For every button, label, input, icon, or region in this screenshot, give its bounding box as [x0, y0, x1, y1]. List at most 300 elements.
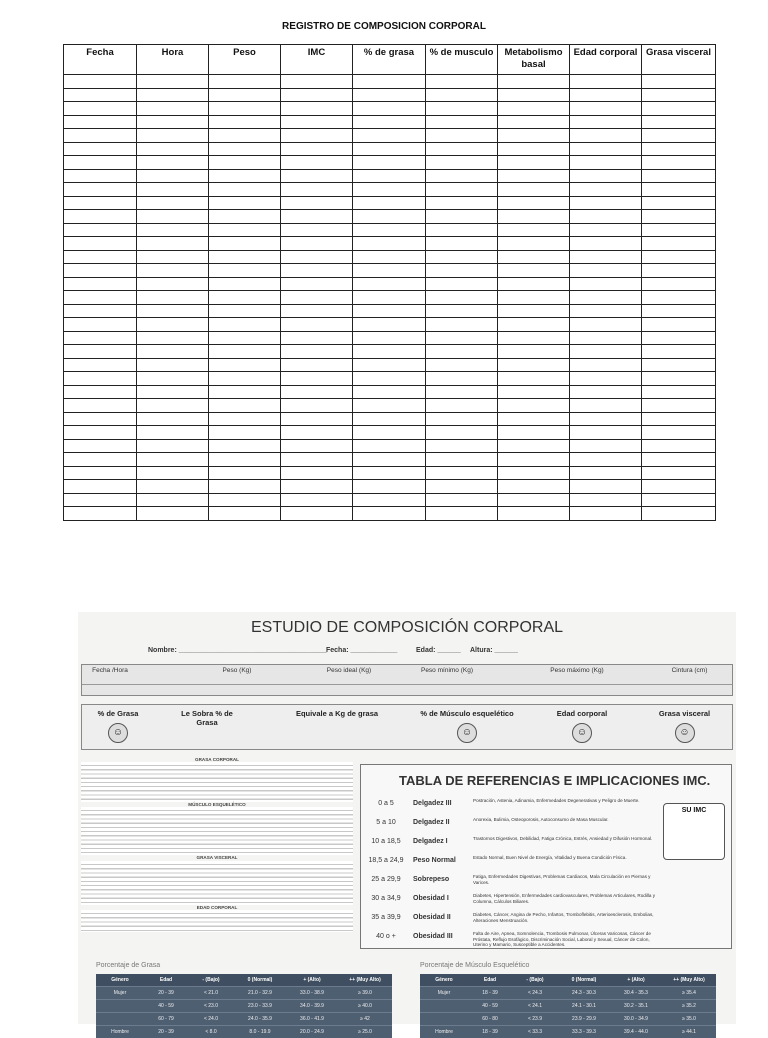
log-cell[interactable] — [570, 291, 642, 305]
log-cell[interactable] — [64, 480, 137, 494]
log-cell[interactable] — [498, 453, 570, 467]
log-cell[interactable] — [642, 439, 716, 453]
log-cell[interactable] — [64, 102, 137, 116]
log-cell[interactable] — [570, 196, 642, 210]
log-cell[interactable] — [353, 196, 426, 210]
log-cell[interactable] — [570, 210, 642, 224]
log-cell[interactable] — [353, 210, 426, 224]
log-cell[interactable] — [281, 426, 353, 440]
log-cell[interactable] — [498, 129, 570, 143]
log-cell[interactable] — [209, 331, 281, 345]
log-cell[interactable] — [64, 385, 137, 399]
log-cell[interactable] — [137, 88, 209, 102]
log-cell[interactable] — [137, 453, 209, 467]
log-cell[interactable] — [570, 75, 642, 89]
log-cell[interactable] — [498, 318, 570, 332]
log-cell[interactable] — [570, 318, 642, 332]
log-cell[interactable] — [498, 466, 570, 480]
log-cell[interactable] — [498, 142, 570, 156]
log-cell[interactable] — [64, 453, 137, 467]
log-cell[interactable] — [137, 142, 209, 156]
log-cell[interactable] — [642, 331, 716, 345]
log-cell[interactable] — [209, 426, 281, 440]
log-cell[interactable] — [281, 507, 353, 521]
log-cell[interactable] — [353, 264, 426, 278]
log-cell[interactable] — [209, 75, 281, 89]
log-cell[interactable] — [353, 507, 426, 521]
log-cell[interactable] — [353, 129, 426, 143]
log-cell[interactable] — [498, 291, 570, 305]
log-cell[interactable] — [209, 453, 281, 467]
log-cell[interactable] — [353, 493, 426, 507]
log-cell[interactable] — [426, 102, 498, 116]
log-cell[interactable] — [426, 480, 498, 494]
log-cell[interactable] — [281, 115, 353, 129]
log-cell[interactable] — [498, 358, 570, 372]
log-cell[interactable] — [498, 88, 570, 102]
log-cell[interactable] — [570, 277, 642, 291]
log-cell[interactable] — [570, 304, 642, 318]
log-cell[interactable] — [498, 237, 570, 251]
log-cell[interactable] — [281, 385, 353, 399]
log-cell[interactable] — [642, 466, 716, 480]
log-cell[interactable] — [209, 183, 281, 197]
log-cell[interactable] — [353, 412, 426, 426]
log-cell[interactable] — [137, 250, 209, 264]
log-cell[interactable] — [570, 169, 642, 183]
log-cell[interactable] — [642, 223, 716, 237]
log-cell[interactable] — [426, 318, 498, 332]
log-cell[interactable] — [570, 331, 642, 345]
log-cell[interactable] — [137, 223, 209, 237]
log-cell[interactable] — [642, 399, 716, 413]
log-cell[interactable] — [426, 129, 498, 143]
log-cell[interactable] — [64, 345, 137, 359]
log-cell[interactable] — [281, 345, 353, 359]
log-cell[interactable] — [353, 439, 426, 453]
log-cell[interactable] — [137, 318, 209, 332]
log-cell[interactable] — [64, 439, 137, 453]
log-cell[interactable] — [64, 399, 137, 413]
log-cell[interactable] — [281, 196, 353, 210]
log-cell[interactable] — [209, 399, 281, 413]
log-cell[interactable] — [353, 237, 426, 251]
log-cell[interactable] — [426, 264, 498, 278]
log-cell[interactable] — [281, 277, 353, 291]
log-cell[interactable] — [426, 169, 498, 183]
log-cell[interactable] — [353, 372, 426, 386]
log-cell[interactable] — [426, 399, 498, 413]
log-cell[interactable] — [426, 412, 498, 426]
log-cell[interactable] — [498, 183, 570, 197]
log-cell[interactable] — [498, 480, 570, 494]
log-cell[interactable] — [64, 277, 137, 291]
log-cell[interactable] — [570, 142, 642, 156]
log-cell[interactable] — [353, 223, 426, 237]
log-cell[interactable] — [209, 169, 281, 183]
log-cell[interactable] — [64, 331, 137, 345]
log-cell[interactable] — [353, 291, 426, 305]
log-cell[interactable] — [137, 183, 209, 197]
log-cell[interactable] — [64, 183, 137, 197]
log-cell[interactable] — [137, 372, 209, 386]
log-cell[interactable] — [281, 183, 353, 197]
log-cell[interactable] — [498, 385, 570, 399]
log-cell[interactable] — [209, 196, 281, 210]
log-cell[interactable] — [426, 358, 498, 372]
log-cell[interactable] — [137, 304, 209, 318]
log-cell[interactable] — [498, 75, 570, 89]
log-cell[interactable] — [498, 277, 570, 291]
log-cell[interactable] — [570, 264, 642, 278]
log-cell[interactable] — [281, 142, 353, 156]
log-cell[interactable] — [498, 102, 570, 116]
log-cell[interactable] — [64, 142, 137, 156]
log-cell[interactable] — [64, 291, 137, 305]
log-cell[interactable] — [353, 75, 426, 89]
log-cell[interactable] — [570, 223, 642, 237]
log-cell[interactable] — [426, 372, 498, 386]
log-cell[interactable] — [570, 439, 642, 453]
log-cell[interactable] — [209, 264, 281, 278]
log-cell[interactable] — [353, 426, 426, 440]
log-cell[interactable] — [426, 223, 498, 237]
log-cell[interactable] — [209, 304, 281, 318]
log-cell[interactable] — [281, 331, 353, 345]
log-cell[interactable] — [64, 237, 137, 251]
log-cell[interactable] — [498, 372, 570, 386]
log-cell[interactable] — [498, 156, 570, 170]
log-cell[interactable] — [64, 372, 137, 386]
log-cell[interactable] — [426, 250, 498, 264]
log-cell[interactable] — [426, 493, 498, 507]
log-cell[interactable] — [642, 318, 716, 332]
log-cell[interactable] — [642, 102, 716, 116]
log-cell[interactable] — [137, 426, 209, 440]
log-cell[interactable] — [642, 291, 716, 305]
log-cell[interactable] — [642, 129, 716, 143]
log-cell[interactable] — [642, 115, 716, 129]
log-cell[interactable] — [426, 237, 498, 251]
log-cell[interactable] — [353, 466, 426, 480]
log-cell[interactable] — [137, 480, 209, 494]
log-cell[interactable] — [137, 439, 209, 453]
log-cell[interactable] — [137, 129, 209, 143]
log-cell[interactable] — [426, 88, 498, 102]
log-cell[interactable] — [426, 183, 498, 197]
log-cell[interactable] — [642, 156, 716, 170]
log-cell[interactable] — [570, 372, 642, 386]
log-cell[interactable] — [209, 115, 281, 129]
log-cell[interactable] — [64, 115, 137, 129]
log-cell[interactable] — [570, 129, 642, 143]
log-cell[interactable] — [281, 156, 353, 170]
log-cell[interactable] — [353, 304, 426, 318]
log-cell[interactable] — [137, 115, 209, 129]
log-cell[interactable] — [426, 304, 498, 318]
log-cell[interactable] — [642, 453, 716, 467]
log-cell[interactable] — [426, 291, 498, 305]
log-cell[interactable] — [570, 412, 642, 426]
log-cell[interactable] — [64, 358, 137, 372]
log-cell[interactable] — [137, 156, 209, 170]
log-cell[interactable] — [570, 358, 642, 372]
log-cell[interactable] — [642, 372, 716, 386]
log-cell[interactable] — [642, 142, 716, 156]
log-cell[interactable] — [570, 237, 642, 251]
log-cell[interactable] — [426, 439, 498, 453]
log-cell[interactable] — [570, 480, 642, 494]
log-cell[interactable] — [209, 385, 281, 399]
log-cell[interactable] — [281, 480, 353, 494]
log-cell[interactable] — [209, 291, 281, 305]
log-cell[interactable] — [642, 196, 716, 210]
log-cell[interactable] — [353, 318, 426, 332]
log-cell[interactable] — [498, 493, 570, 507]
log-cell[interactable] — [642, 493, 716, 507]
log-cell[interactable] — [642, 237, 716, 251]
log-cell[interactable] — [281, 250, 353, 264]
log-cell[interactable] — [353, 277, 426, 291]
log-cell[interactable] — [281, 210, 353, 224]
log-cell[interactable] — [64, 412, 137, 426]
log-cell[interactable] — [426, 466, 498, 480]
log-cell[interactable] — [498, 439, 570, 453]
log-cell[interactable] — [209, 223, 281, 237]
log-cell[interactable] — [281, 372, 353, 386]
log-cell[interactable] — [137, 493, 209, 507]
log-cell[interactable] — [426, 115, 498, 129]
log-cell[interactable] — [281, 88, 353, 102]
log-cell[interactable] — [209, 358, 281, 372]
log-cell[interactable] — [642, 264, 716, 278]
log-cell[interactable] — [498, 210, 570, 224]
log-cell[interactable] — [642, 75, 716, 89]
log-cell[interactable] — [642, 277, 716, 291]
log-cell[interactable] — [642, 210, 716, 224]
log-cell[interactable] — [64, 426, 137, 440]
log-cell[interactable] — [281, 291, 353, 305]
log-cell[interactable] — [426, 453, 498, 467]
log-cell[interactable] — [281, 304, 353, 318]
log-cell[interactable] — [353, 115, 426, 129]
log-cell[interactable] — [64, 507, 137, 521]
log-cell[interactable] — [209, 493, 281, 507]
log-cell[interactable] — [426, 345, 498, 359]
log-cell[interactable] — [353, 453, 426, 467]
log-cell[interactable] — [281, 129, 353, 143]
log-cell[interactable] — [64, 210, 137, 224]
log-cell[interactable] — [137, 75, 209, 89]
log-cell[interactable] — [64, 156, 137, 170]
log-cell[interactable] — [642, 304, 716, 318]
log-cell[interactable] — [209, 466, 281, 480]
table-row — [64, 304, 716, 318]
log-cell[interactable] — [570, 385, 642, 399]
log-cell[interactable] — [209, 277, 281, 291]
log-cell[interactable] — [570, 250, 642, 264]
log-cell[interactable] — [570, 493, 642, 507]
log-cell[interactable] — [498, 196, 570, 210]
log-cell[interactable] — [209, 102, 281, 116]
log-cell[interactable] — [642, 169, 716, 183]
log-cell[interactable] — [642, 480, 716, 494]
log-cell[interactable] — [209, 507, 281, 521]
log-cell[interactable] — [498, 115, 570, 129]
log-cell[interactable] — [209, 250, 281, 264]
log-cell[interactable] — [426, 385, 498, 399]
log-cell[interactable] — [209, 156, 281, 170]
log-cell[interactable] — [137, 291, 209, 305]
log-cell[interactable] — [64, 264, 137, 278]
log-cell[interactable] — [353, 156, 426, 170]
log-cell[interactable] — [426, 75, 498, 89]
log-cell[interactable] — [281, 493, 353, 507]
log-cell[interactable] — [209, 480, 281, 494]
log-cell[interactable] — [426, 196, 498, 210]
log-cell[interactable] — [570, 115, 642, 129]
log-cell[interactable] — [137, 507, 209, 521]
log-cell[interactable] — [209, 412, 281, 426]
log-cell[interactable] — [570, 453, 642, 467]
log-cell[interactable] — [137, 277, 209, 291]
log-cell[interactable] — [209, 142, 281, 156]
log-cell[interactable] — [209, 88, 281, 102]
log-cell[interactable] — [209, 210, 281, 224]
log-cell[interactable] — [570, 183, 642, 197]
log-cell[interactable] — [353, 169, 426, 183]
log-cell[interactable] — [570, 399, 642, 413]
log-cell[interactable] — [642, 183, 716, 197]
imc-category: Peso Normal — [413, 857, 469, 864]
log-cell[interactable] — [570, 345, 642, 359]
log-cell[interactable] — [209, 129, 281, 143]
log-cell[interactable] — [498, 264, 570, 278]
log-cell[interactable] — [64, 493, 137, 507]
log-cell[interactable] — [498, 304, 570, 318]
log-cell[interactable] — [426, 426, 498, 440]
log-cell[interactable] — [281, 466, 353, 480]
log-cell[interactable] — [353, 331, 426, 345]
log-cell[interactable] — [642, 358, 716, 372]
log-cell[interactable] — [64, 129, 137, 143]
log-cell[interactable] — [209, 318, 281, 332]
log-cell[interactable] — [281, 399, 353, 413]
log-cell[interactable] — [570, 466, 642, 480]
log-cell[interactable] — [353, 183, 426, 197]
log-cell[interactable] — [353, 88, 426, 102]
log-cell[interactable] — [426, 331, 498, 345]
log-cell[interactable] — [137, 196, 209, 210]
log-cell[interactable] — [281, 439, 353, 453]
log-cell[interactable] — [498, 169, 570, 183]
log-cell[interactable] — [281, 169, 353, 183]
log-cell[interactable] — [137, 412, 209, 426]
log-cell[interactable] — [281, 223, 353, 237]
log-cell[interactable] — [209, 439, 281, 453]
log-cell[interactable] — [137, 169, 209, 183]
log-cell[interactable] — [209, 345, 281, 359]
log-cell[interactable] — [281, 75, 353, 89]
log-cell[interactable] — [209, 237, 281, 251]
log-cell[interactable] — [281, 358, 353, 372]
log-cell[interactable] — [353, 250, 426, 264]
log-cell[interactable] — [353, 358, 426, 372]
log-cell[interactable] — [137, 345, 209, 359]
log-cell[interactable] — [426, 507, 498, 521]
log-cell[interactable] — [642, 345, 716, 359]
log-cell[interactable] — [64, 304, 137, 318]
table-row — [64, 129, 716, 143]
log-cell[interactable] — [281, 453, 353, 467]
log-cell[interactable] — [570, 156, 642, 170]
log-cell[interactable] — [281, 264, 353, 278]
log-cell[interactable] — [642, 385, 716, 399]
log-cell[interactable] — [570, 88, 642, 102]
log-cell[interactable] — [137, 102, 209, 116]
log-cell[interactable] — [281, 318, 353, 332]
log-cell[interactable] — [498, 345, 570, 359]
log-cell[interactable] — [137, 466, 209, 480]
log-cell[interactable] — [353, 385, 426, 399]
log-cell[interactable] — [64, 223, 137, 237]
log-cell[interactable] — [64, 250, 137, 264]
log-cell[interactable] — [137, 264, 209, 278]
log-cell[interactable] — [642, 412, 716, 426]
log-cell[interactable] — [426, 142, 498, 156]
log-cell[interactable] — [281, 102, 353, 116]
log-cell[interactable] — [64, 466, 137, 480]
log-cell[interactable] — [498, 399, 570, 413]
log-cell[interactable] — [353, 102, 426, 116]
log-cell[interactable] — [137, 237, 209, 251]
log-cell[interactable] — [642, 426, 716, 440]
log-cell[interactable] — [498, 250, 570, 264]
log-cell[interactable] — [498, 412, 570, 426]
log-cell[interactable] — [137, 385, 209, 399]
log-cell[interactable] — [426, 277, 498, 291]
log-cell[interactable] — [64, 75, 137, 89]
log-cell[interactable] — [570, 507, 642, 521]
log-cell[interactable] — [137, 210, 209, 224]
log-cell[interactable] — [498, 331, 570, 345]
log-cell[interactable] — [64, 169, 137, 183]
log-cell[interactable] — [642, 507, 716, 521]
log-cell[interactable] — [642, 250, 716, 264]
log-cell[interactable] — [498, 426, 570, 440]
log-cell[interactable] — [570, 426, 642, 440]
log-cell[interactable] — [137, 358, 209, 372]
log-cell[interactable] — [426, 210, 498, 224]
log-cell[interactable] — [64, 196, 137, 210]
log-cell[interactable] — [137, 331, 209, 345]
log-cell[interactable] — [209, 372, 281, 386]
log-cell[interactable] — [137, 399, 209, 413]
log-cell[interactable] — [353, 142, 426, 156]
log-cell[interactable] — [64, 318, 137, 332]
log-cell[interactable] — [64, 88, 137, 102]
log-cell[interactable] — [426, 156, 498, 170]
log-cell[interactable] — [281, 237, 353, 251]
log-cell[interactable] — [353, 345, 426, 359]
log-cell[interactable] — [570, 102, 642, 116]
log-cell[interactable] — [642, 88, 716, 102]
log-cell[interactable] — [498, 223, 570, 237]
log-cell[interactable] — [281, 412, 353, 426]
log-cell[interactable] — [353, 399, 426, 413]
log-cell[interactable] — [353, 480, 426, 494]
log-cell[interactable] — [498, 507, 570, 521]
